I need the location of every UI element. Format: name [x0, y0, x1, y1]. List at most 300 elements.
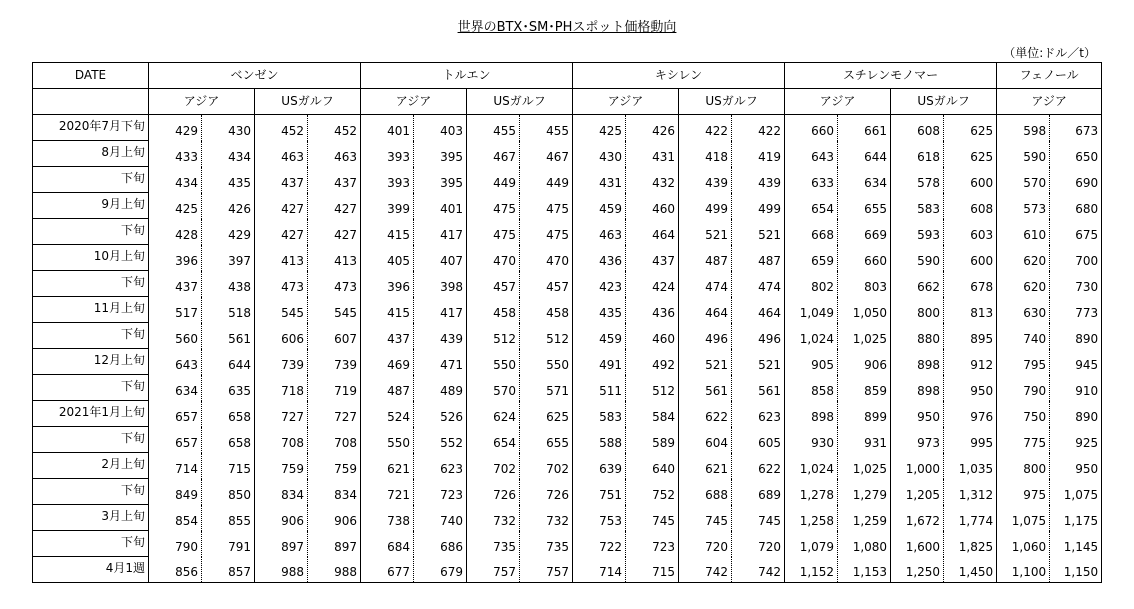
price-cell: 912 [944, 349, 997, 375]
title-text: 世界のBTX･SM･PHスポット価格動向 [457, 20, 677, 35]
price-cell: 897 [308, 531, 361, 557]
price-cell: 976 [944, 401, 997, 427]
price-cell: 418 [679, 141, 732, 167]
price-cell: 973 [891, 427, 944, 453]
price-cell: 395 [414, 167, 467, 193]
price-cell: 570 [997, 167, 1050, 193]
price-cell: 463 [573, 219, 626, 245]
price-cell: 773 [1050, 297, 1102, 323]
price-cell: 452 [308, 115, 361, 141]
price-cell: 623 [732, 401, 785, 427]
price-cell: 1,825 [944, 531, 997, 557]
price-cell: 644 [838, 141, 891, 167]
row-date: 2021年1月上旬 [33, 401, 149, 427]
price-cell: 430 [202, 115, 255, 141]
row-date: 4月1週 [33, 557, 149, 583]
price-cell: 1,075 [997, 505, 1050, 531]
region-header: USガルフ [467, 89, 573, 115]
price-cell: 678 [944, 271, 997, 297]
price-cell: 425 [573, 115, 626, 141]
price-cell: 475 [520, 193, 573, 219]
table-row [33, 193, 1102, 219]
price-cell: 434 [202, 141, 255, 167]
price-cell: 455 [467, 115, 520, 141]
price-cell: 393 [361, 141, 414, 167]
table-row [33, 531, 1102, 557]
price-cell: 735 [520, 531, 573, 557]
table-row [33, 115, 1102, 141]
price-cell: 644 [202, 349, 255, 375]
price-cell: 739 [308, 349, 361, 375]
price-cell: 475 [467, 193, 520, 219]
price-cell: 427 [308, 219, 361, 245]
price-cell: 813 [944, 297, 997, 323]
price-cell: 458 [467, 297, 520, 323]
price-cell: 931 [838, 427, 891, 453]
price-cell: 1,145 [1050, 531, 1102, 557]
price-cell: 715 [202, 453, 255, 479]
price-cell: 434 [149, 167, 202, 193]
price-cell: 600 [944, 245, 997, 271]
price-cell: 899 [838, 401, 891, 427]
price-cell: 975 [997, 479, 1050, 505]
price-cell: 518 [202, 297, 255, 323]
price-cell: 714 [149, 453, 202, 479]
price-cell: 895 [944, 323, 997, 349]
price-cell: 715 [626, 557, 679, 583]
price-cell: 655 [838, 193, 891, 219]
price-cell: 658 [202, 401, 255, 427]
price-cell: 1,152 [785, 557, 838, 583]
table-row [33, 427, 1102, 453]
price-cell: 573 [997, 193, 1050, 219]
date-header: DATE [33, 63, 149, 89]
price-cell: 730 [1050, 271, 1102, 297]
price-cell: 437 [626, 245, 679, 271]
price-cell: 719 [308, 375, 361, 401]
price-cell: 610 [997, 219, 1050, 245]
price-cell: 925 [1050, 427, 1102, 453]
price-cell: 401 [361, 115, 414, 141]
price-cell: 435 [202, 167, 255, 193]
price-cell: 950 [891, 401, 944, 427]
price-cell: 425 [149, 193, 202, 219]
price-cell: 1,279 [838, 479, 891, 505]
price-cell: 742 [732, 557, 785, 583]
price-cell: 550 [361, 427, 414, 453]
price-cell: 708 [308, 427, 361, 453]
table-row [33, 297, 1102, 323]
price-cell: 634 [838, 167, 891, 193]
price-cell: 458 [520, 297, 573, 323]
price-cell: 1,672 [891, 505, 944, 531]
price-cell: 906 [255, 505, 308, 531]
page-title [0, 20, 1134, 36]
row-date: 下旬 [33, 479, 149, 505]
price-cell: 432 [626, 167, 679, 193]
table-row [33, 401, 1102, 427]
price-cell: 413 [308, 245, 361, 271]
price-cell: 467 [467, 141, 520, 167]
region-header: アジア [997, 89, 1102, 115]
price-cell: 1,100 [997, 557, 1050, 583]
price-cell: 417 [414, 297, 467, 323]
price-cell: 570 [467, 375, 520, 401]
price-cell: 995 [944, 427, 997, 453]
price-cell: 635 [202, 375, 255, 401]
price-cell: 757 [520, 557, 573, 583]
price-cell: 1,150 [1050, 557, 1102, 583]
price-cell: 435 [573, 297, 626, 323]
price-cell: 898 [785, 401, 838, 427]
price-cell: 686 [414, 531, 467, 557]
price-cell: 621 [679, 453, 732, 479]
price-cell: 677 [361, 557, 414, 583]
price-cell: 452 [255, 115, 308, 141]
price-cell: 775 [997, 427, 1050, 453]
price-cell: 950 [944, 375, 997, 401]
price-cell: 622 [732, 453, 785, 479]
row-date: 下旬 [33, 427, 149, 453]
region-header: アジア [785, 89, 891, 115]
price-cell: 424 [626, 271, 679, 297]
price-cell: 740 [414, 505, 467, 531]
price-cell: 745 [626, 505, 679, 531]
price-cell: 880 [891, 323, 944, 349]
price-cell: 654 [785, 193, 838, 219]
price-cell: 550 [467, 349, 520, 375]
price-cell: 1,025 [838, 453, 891, 479]
price-cell: 593 [891, 219, 944, 245]
price-cell: 1,080 [838, 531, 891, 557]
row-date: 2020年7月下旬 [33, 115, 149, 141]
product-header-toluene: トルエン [361, 63, 573, 89]
price-cell: 753 [573, 505, 626, 531]
price-cell: 430 [573, 141, 626, 167]
table-row [33, 141, 1102, 167]
price-cell: 431 [573, 167, 626, 193]
price-cell: 433 [149, 141, 202, 167]
price-cell: 415 [361, 297, 414, 323]
price-cell: 474 [679, 271, 732, 297]
row-date: 下旬 [33, 375, 149, 401]
region-header: アジア [149, 89, 255, 115]
price-cell: 668 [785, 219, 838, 245]
price-cell: 738 [361, 505, 414, 531]
price-cell: 906 [308, 505, 361, 531]
price-cell: 1,024 [785, 323, 838, 349]
price-cell: 834 [308, 479, 361, 505]
price-cell: 720 [679, 531, 732, 557]
price-cell: 727 [308, 401, 361, 427]
table-row [33, 349, 1102, 375]
price-cell: 604 [679, 427, 732, 453]
price-cell: 571 [520, 375, 573, 401]
price-cell: 1,278 [785, 479, 838, 505]
price-cell: 457 [467, 271, 520, 297]
price-cell: 419 [732, 141, 785, 167]
price-cell: 487 [732, 245, 785, 271]
price-cell: 426 [626, 115, 679, 141]
row-date: 下旬 [33, 531, 149, 557]
price-cell: 790 [149, 531, 202, 557]
price-cell: 950 [1050, 453, 1102, 479]
price-cell: 620 [997, 271, 1050, 297]
price-cell: 487 [679, 245, 732, 271]
price-cell: 496 [679, 323, 732, 349]
price-cell: 849 [149, 479, 202, 505]
price-cell: 689 [732, 479, 785, 505]
header-row-products [33, 63, 1102, 89]
price-cell: 470 [467, 245, 520, 271]
price-cell: 688 [679, 479, 732, 505]
price-cell: 727 [255, 401, 308, 427]
price-cell: 855 [202, 505, 255, 531]
price-cell: 578 [891, 167, 944, 193]
row-date: 8月上旬 [33, 141, 149, 167]
price-cell: 800 [997, 453, 1050, 479]
price-cell: 897 [255, 531, 308, 557]
price-cell: 459 [573, 193, 626, 219]
price-cell: 605 [732, 427, 785, 453]
price-cell: 1,250 [891, 557, 944, 583]
price-cell: 1,000 [891, 453, 944, 479]
price-cell: 590 [997, 141, 1050, 167]
price-cell: 800 [891, 297, 944, 323]
region-header: アジア [361, 89, 467, 115]
price-cell: 467 [520, 141, 573, 167]
price-cell: 732 [520, 505, 573, 531]
price-cell: 561 [202, 323, 255, 349]
price-cell: 499 [679, 193, 732, 219]
price-cell: 524 [361, 401, 414, 427]
price-cell: 732 [467, 505, 520, 531]
price-cell: 1,075 [1050, 479, 1102, 505]
price-cell: 457 [520, 271, 573, 297]
price-cell: 429 [202, 219, 255, 245]
price-cell: 723 [414, 479, 467, 505]
region-header: USガルフ [255, 89, 361, 115]
price-cell: 1,079 [785, 531, 838, 557]
price-cell: 630 [997, 297, 1050, 323]
price-cell: 464 [679, 297, 732, 323]
price-cell: 802 [785, 271, 838, 297]
price-cell: 658 [202, 427, 255, 453]
price-cell: 680 [1050, 193, 1102, 219]
price-cell: 735 [467, 531, 520, 557]
price-cell: 464 [732, 297, 785, 323]
price-cell: 622 [679, 401, 732, 427]
price-cell: 625 [520, 401, 573, 427]
price-cell: 633 [785, 167, 838, 193]
row-date: 下旬 [33, 271, 149, 297]
region-header: USガルフ [679, 89, 785, 115]
row-date: 下旬 [33, 219, 149, 245]
row-date: 3月上旬 [33, 505, 149, 531]
price-cell: 625 [944, 141, 997, 167]
price-cell: 487 [361, 375, 414, 401]
price-cell: 890 [1050, 323, 1102, 349]
price-cell: 401 [414, 193, 467, 219]
price-cell: 858 [785, 375, 838, 401]
price-cell: 675 [1050, 219, 1102, 245]
price-cell: 669 [838, 219, 891, 245]
price-cell: 639 [573, 453, 626, 479]
table-row [33, 219, 1102, 245]
price-cell: 720 [732, 531, 785, 557]
price-cell: 1,049 [785, 297, 838, 323]
price-cell: 517 [149, 297, 202, 323]
table-row [33, 167, 1102, 193]
price-cell: 722 [573, 531, 626, 557]
row-date: 下旬 [33, 167, 149, 193]
price-cell: 439 [732, 167, 785, 193]
price-cell: 455 [520, 115, 573, 141]
price-cell: 803 [838, 271, 891, 297]
price-cell: 588 [573, 427, 626, 453]
price-cell: 598 [997, 115, 1050, 141]
price-cell: 988 [308, 557, 361, 583]
price-cell: 660 [838, 245, 891, 271]
row-date: 11月上旬 [33, 297, 149, 323]
table-row [33, 453, 1102, 479]
price-cell: 750 [997, 401, 1050, 427]
price-cell: 417 [414, 219, 467, 245]
price-cell: 640 [626, 453, 679, 479]
product-header-benzene: ベンゼン [149, 63, 361, 89]
price-cell: 890 [1050, 401, 1102, 427]
price-cell: 742 [679, 557, 732, 583]
price-cell: 398 [414, 271, 467, 297]
price-cell: 600 [944, 167, 997, 193]
price-cell: 650 [1050, 141, 1102, 167]
price-cell: 463 [308, 141, 361, 167]
price-cell: 427 [255, 193, 308, 219]
price-cell: 491 [573, 349, 626, 375]
price-cell: 426 [202, 193, 255, 219]
price-cell: 428 [149, 219, 202, 245]
price-cell: 1,258 [785, 505, 838, 531]
price-cell: 395 [414, 141, 467, 167]
price-cell: 496 [732, 323, 785, 349]
price-cell: 988 [255, 557, 308, 583]
price-cell: 690 [1050, 167, 1102, 193]
price-cell: 834 [255, 479, 308, 505]
price-cell: 654 [467, 427, 520, 453]
price-cell: 413 [255, 245, 308, 271]
price-cell: 745 [732, 505, 785, 531]
price-cell: 726 [520, 479, 573, 505]
price-cell: 407 [414, 245, 467, 271]
price-cell: 449 [467, 167, 520, 193]
price-cell: 437 [361, 323, 414, 349]
price-cell: 550 [520, 349, 573, 375]
price-cell: 759 [255, 453, 308, 479]
table-row [33, 323, 1102, 349]
price-cell: 512 [467, 323, 520, 349]
price-cell: 583 [573, 401, 626, 427]
price-cell: 1,025 [838, 323, 891, 349]
price-cell: 721 [361, 479, 414, 505]
price-cell: 618 [891, 141, 944, 167]
price-cell: 714 [573, 557, 626, 583]
price-cell: 475 [520, 219, 573, 245]
price-cell: 660 [785, 115, 838, 141]
price-cell: 499 [732, 193, 785, 219]
price-cell: 552 [414, 427, 467, 453]
price-cell: 603 [944, 219, 997, 245]
price-cell: 474 [732, 271, 785, 297]
price-cell: 791 [202, 531, 255, 557]
table-row [33, 505, 1102, 531]
price-cell: 752 [626, 479, 679, 505]
price-cell: 561 [679, 375, 732, 401]
price-cell: 1,024 [785, 453, 838, 479]
price-cell: 431 [626, 141, 679, 167]
price-cell: 679 [414, 557, 467, 583]
price-cell: 856 [149, 557, 202, 583]
price-cell: 521 [732, 349, 785, 375]
price-cell: 449 [520, 167, 573, 193]
price-cell: 854 [149, 505, 202, 531]
price-cell: 1,600 [891, 531, 944, 557]
price-cell: 521 [679, 219, 732, 245]
price-cell: 751 [573, 479, 626, 505]
price-cell: 439 [679, 167, 732, 193]
price-cell: 655 [520, 427, 573, 453]
row-date: 10月上旬 [33, 245, 149, 271]
product-header-phenol: フェノール [997, 63, 1102, 89]
price-cell: 459 [573, 323, 626, 349]
unit-label: （単位:ドル／t） [1003, 46, 1096, 60]
price-cell: 584 [626, 401, 679, 427]
price-cell: 657 [149, 427, 202, 453]
date-header-blank [33, 89, 149, 115]
price-cell: 590 [891, 245, 944, 271]
price-cell: 661 [838, 115, 891, 141]
price-cell: 634 [149, 375, 202, 401]
price-cell: 795 [997, 349, 1050, 375]
region-header: USガルフ [891, 89, 997, 115]
price-cell: 436 [573, 245, 626, 271]
price-cell: 621 [361, 453, 414, 479]
price-cell: 625 [944, 115, 997, 141]
price-cell: 643 [149, 349, 202, 375]
price-cell: 745 [679, 505, 732, 531]
price-cell: 473 [308, 271, 361, 297]
price-cell: 511 [573, 375, 626, 401]
row-date: 9月上旬 [33, 193, 149, 219]
price-cell: 673 [1050, 115, 1102, 141]
product-header-xylene: キシレン [573, 63, 785, 89]
price-cell: 521 [679, 349, 732, 375]
price-cell: 790 [997, 375, 1050, 401]
price-cell: 439 [414, 323, 467, 349]
price-cell: 606 [255, 323, 308, 349]
price-cell: 545 [308, 297, 361, 323]
price-cell: 403 [414, 115, 467, 141]
price-cell: 464 [626, 219, 679, 245]
price-cell: 1,050 [838, 297, 891, 323]
row-date: 2月上旬 [33, 453, 149, 479]
price-cell: 397 [202, 245, 255, 271]
price-cell: 423 [573, 271, 626, 297]
table-row [33, 479, 1102, 505]
price-cell: 436 [626, 297, 679, 323]
table-row [33, 375, 1102, 401]
price-cell: 857 [202, 557, 255, 583]
price-cell: 512 [520, 323, 573, 349]
